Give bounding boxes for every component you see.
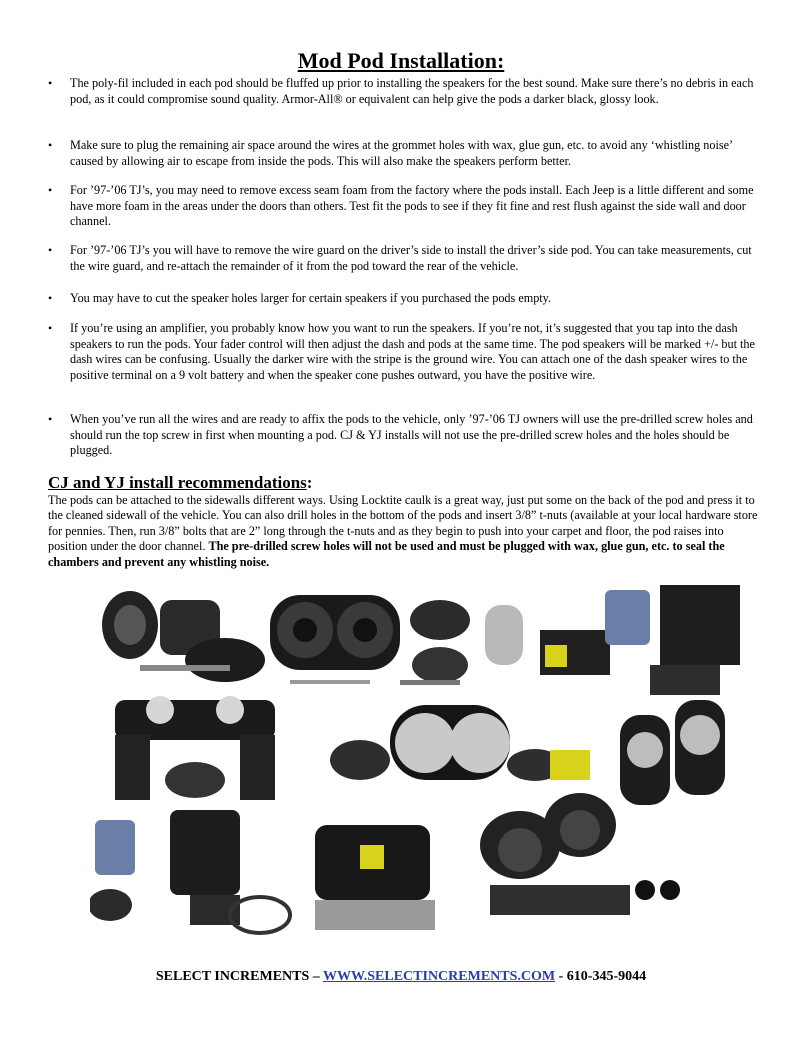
footer-separator: - — [558, 969, 564, 984]
overhead-sound-bar — [115, 696, 275, 800]
section-body-bold-text: The pre-drilled screw holes will not be used and must be plugged with wax, glue gun, etc. to seal the chambers and prevent any whistling noise. — [48, 539, 725, 569]
component-speaker-set — [480, 793, 680, 915]
bullet-text: For ’97-’06 TJ’s, you may need to remove excess seam foam from the factory where the pods install. Each Jeep is a little different and some have more foam in the areas under the doors than others. Test fit the pods to see if they fit fine and rest flush against the side wall and door channel. — [70, 183, 754, 229]
product-photo-collage — [90, 585, 750, 945]
center-console-pod — [315, 825, 435, 930]
bullet-icon: • — [48, 76, 53, 90]
subwoofer-box-kit — [90, 810, 290, 933]
section-heading-colon: : — [306, 473, 313, 492]
bullet-icon: • — [48, 412, 53, 426]
footer-phone: 610-345-9044 — [566, 969, 647, 984]
section-heading — [48, 473, 312, 493]
round-light-pods — [330, 705, 590, 781]
bullet-icon: • — [48, 183, 53, 197]
tower-speakers — [620, 700, 725, 805]
bullet-icon: • — [48, 243, 53, 257]
section-body-text: The pods can be attached to the sidewalls different ways. Using Locktite caulk is a great way, just put some on the back of the pod and press it to the cleaned sidewall of the vehicle. You can also drill holes in the bottom of the pods and insert 3/8” t-nuts (available at your local hardware store for pennies. Then, run 3/8” bolts that are 2” long through the t-nuts and as they begin to push into your carpet and floor, the pod raises into position under the door channel. — [48, 493, 758, 554]
bullet-icon: • — [48, 138, 53, 152]
speaker-pod-cluster-1 — [102, 591, 265, 682]
footer-company: SELECT INCREMENTS – — [155, 969, 320, 984]
dual-speaker-pod — [270, 595, 400, 684]
bullet-icon: • — [48, 291, 53, 305]
website-link[interactable]: WWW.SELECTINCREMENTS.COM — [323, 969, 556, 984]
bullet-text: For ’97-’06 TJ’s you will have to remove the wire guard on the driver’s side to install the driver’s side pod. You can take measurements, cut the wire guard, and re-attach the remainder of it from the pod toward the rear of the vehicle. — [70, 243, 752, 273]
bullet-text: You may have to cut the speaker holes larger for certain speakers if you purchased the pods empty. — [70, 291, 552, 305]
amplifier-kit — [540, 585, 740, 695]
bullet-text: If you’re using an amplifier, you probably know how you want to run the speakers. If you’re not, it’s suggested that you tap into the dash speakers to run the pods. Your fader control will then adjust the dash and pods at the same time. The pod speakers will be marked +/- but the dash wires can be confusing. Usually the darker wire with the stripe is the ground wire. You can attach one of the dash speaker wires to the positive terminal on a 9 volt battery and when the speaker cone pushes outward, you have the positive wire. — [70, 321, 755, 382]
page-footer — [0, 969, 802, 985]
section-heading-text: CJ and YJ install recommendations — [48, 473, 307, 492]
bullet-text: When you’ve run all the wires and are ready to affix the pods to the vehicle, only ’97-’06 TJ owners will use the pre-drilled screw holes and should run the top screw in first when mounting a pod. CJ & YJ installs will not use the pre-drilled screw holes and the holes should be plugged. — [70, 412, 753, 458]
bullet-text: Make sure to plug the remaining air space around the wires at the grommet holes with wax, glue gun, etc. to avoid any ‘whistling noise’ caused by allowing air to escape from inside the pods. This will also make the speakers perform better. — [70, 138, 733, 168]
speaker-kit-with-grilles — [400, 600, 523, 685]
page-title: Mod Pod Installation: — [297, 48, 505, 73]
bullet-icon: • — [48, 321, 53, 335]
section-paragraph — [48, 493, 760, 570]
bullet-text: The poly-fil included in each pod should be fluffed up prior to installing the speakers for the best sound. Make sure there’s no debris in each pod, as it could compromise sound quality. Armor-All® or equivalent can help give the pods a darker black, glossy look. — [70, 76, 754, 106]
